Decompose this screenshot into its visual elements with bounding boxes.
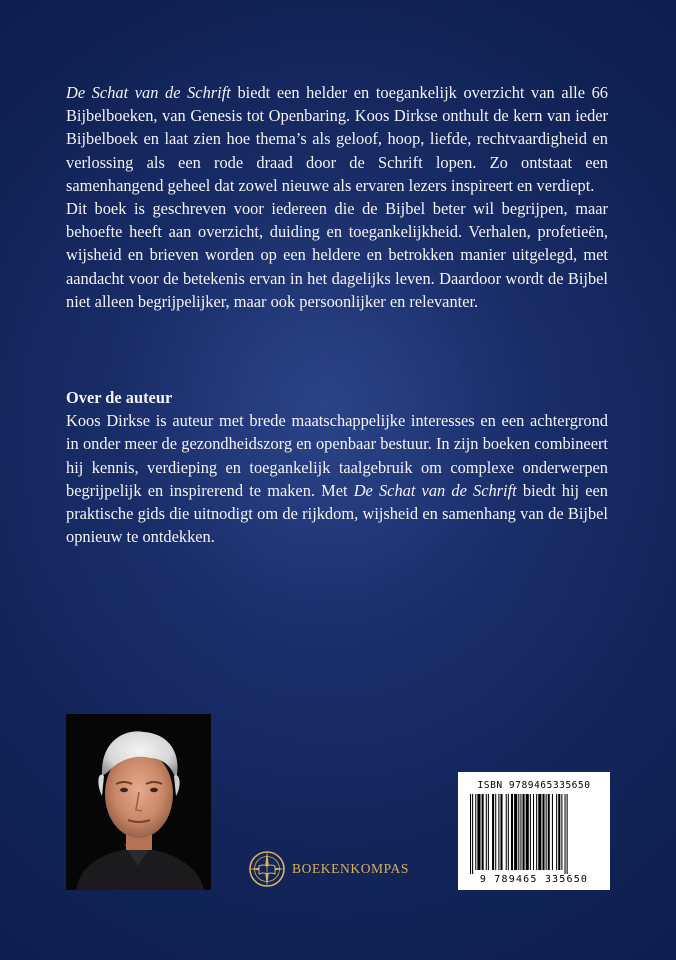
barcode-bar: [561, 794, 562, 870]
barcode-bar: [548, 794, 550, 870]
barcode-bar: [477, 794, 480, 870]
barcode-bar: [506, 794, 507, 870]
barcode-bar: [533, 794, 534, 870]
barcode-bar: [567, 794, 568, 874]
description-paragraph-1: [66, 81, 608, 197]
barcode-bar: [523, 794, 525, 870]
barcode-bar: [472, 794, 473, 874]
about-author-text-end: biedt hij een praktische gids die uitnodigt om de rijkdom, wijsheid en samenhang van de Bijbel opnieuw te ontdekken.: [66, 480, 609, 547]
barcode-bar: [488, 794, 489, 870]
isbn-label: ISBN 9789465335650: [477, 780, 591, 791]
barcode-bar: [552, 794, 553, 870]
barcode-bar: [530, 794, 531, 870]
barcode-bar: [556, 794, 557, 870]
publisher-logo: [248, 850, 409, 888]
barcode-bar: [538, 794, 541, 870]
barcode-bar: [508, 794, 509, 870]
book-title-italic: De Schat van de Schrift: [66, 83, 231, 102]
about-author-section: [66, 386, 608, 548]
barcode-bar: [475, 794, 476, 870]
description-paragraph-1-text: biedt een helder en toegankelijk overzicht van alle 66 Bijbelboeken, van Genesis tot Openbaring. Koos Dirkse onthult de kern van ieder Bijbelboek en laat zien hoe thema’s als geloof, hoop, liefde, rechtvaardigheid en verlossing als een rode draad door de Schrift lopen. Zo ontstaat een samenhangend geheel dat zowel nieuwe als ervaren lezers inspireert en verdiept.: [66, 83, 608, 195]
barcode-digits: 9 789465 335650: [479, 874, 589, 885]
about-author-text-start: Koos Dirkse is auteur met brede maatschappelijke interesses en een achtergrond in onder meer de gezondheidszorg en openbaar bestuur. In zijn boeken combineert hij kennis, verdieping en toegankelijk taalgebruik om complexe onderwerpen begrijpelijk en inspirerend te maken. Met: [66, 411, 608, 500]
barcode-bar: [500, 794, 502, 870]
book-description: [66, 81, 608, 313]
barcode-bar: [514, 794, 517, 870]
barcode-bar: [518, 794, 519, 870]
barcode-bar: [565, 794, 566, 874]
barcode-bar: [498, 794, 499, 870]
barcode-bar: [542, 794, 544, 870]
about-author-text: [66, 409, 608, 548]
barcode-bar: [482, 794, 484, 870]
barcode-bar: [470, 794, 471, 874]
barcode-bar: [558, 794, 560, 870]
about-author-book-title: De Schat van de Schrift: [353, 480, 517, 500]
barcode-bar: [536, 794, 537, 870]
barcode-bar: [546, 794, 547, 870]
barcode-bar: [511, 794, 513, 870]
barcode-bar: [492, 794, 494, 870]
barcode-bar: [520, 794, 521, 870]
publisher-name: BOEKENKOMPAS: [292, 861, 409, 876]
description-paragraph-2: Dit boek is geschreven voor iedereen die de Bijbel beter wil begrijpen, maar behoefte heeft aan overzicht, duiding en toegankelijkheid. Verhalen, profetieën, wijsheid en brieven worden op een heldere en betrokken manier uitgelegd, met aandacht voor de betekenis ervan in het dagelijks leven. Daardoor wordt de Bijbel niet alleen begrijpelijker, maar ook persoonlijker en relevanter.: [66, 199, 608, 311]
barcode-bar: [526, 794, 529, 870]
compass-book-icon: [248, 850, 286, 888]
about-author-heading: Over de auteur: [66, 388, 173, 407]
author-portrait-image: [66, 714, 211, 890]
isbn-barcode: [458, 772, 610, 890]
barcode-bar: [495, 794, 496, 870]
barcode-bars: [468, 794, 600, 874]
barcode-bar: [486, 794, 487, 870]
author-photo: [66, 714, 211, 890]
